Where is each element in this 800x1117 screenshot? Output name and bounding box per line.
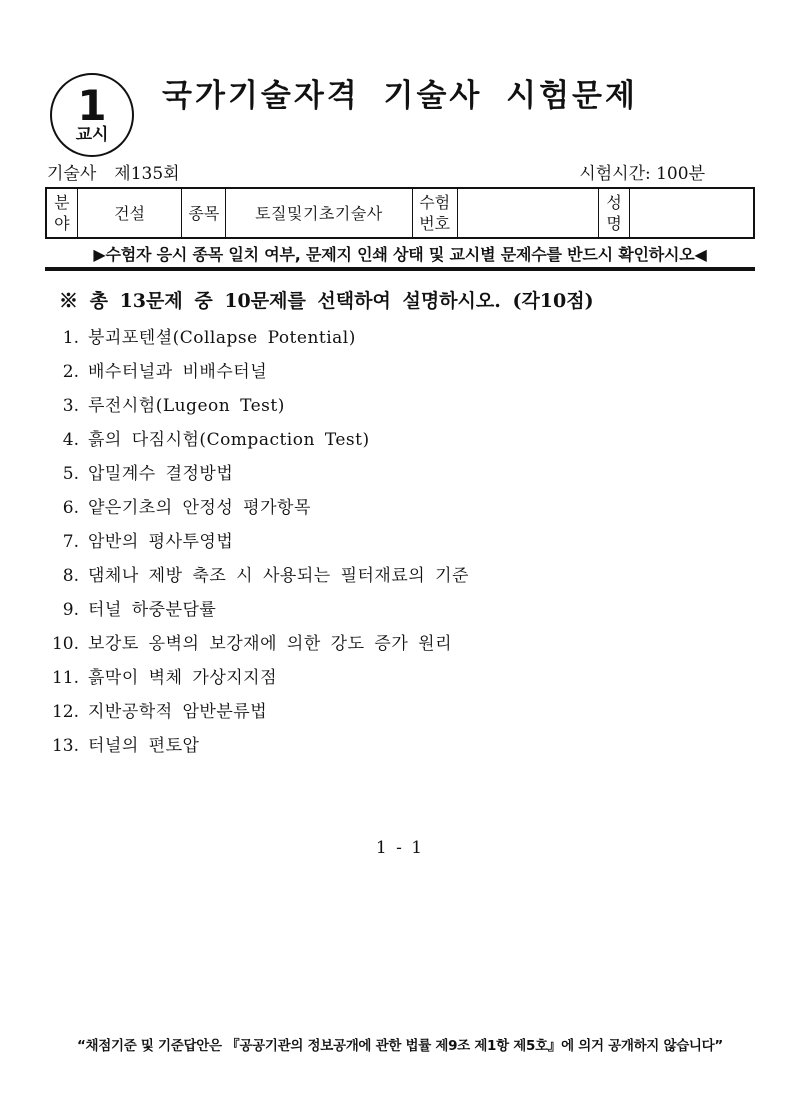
- table-row: [46, 188, 754, 238]
- question-item: [45, 423, 755, 457]
- question-number: 3.: [62, 396, 79, 417]
- question-number: 12.: [51, 702, 79, 723]
- period-badge: [50, 73, 134, 157]
- candidate-table: [45, 187, 755, 239]
- question-text: 얕은기초의 안정성 평가항목: [88, 498, 311, 519]
- exam-grade: 기술사: [47, 164, 97, 184]
- session-number: 제135회: [114, 164, 180, 184]
- exam-grade-session: [47, 164, 180, 184]
- subject-value-cell: 토질및기초기술사: [226, 188, 412, 238]
- question-item: [45, 695, 755, 729]
- name-value-cell: [629, 188, 754, 238]
- question-item: [45, 729, 755, 763]
- field-label-cell: 분야: [46, 188, 77, 238]
- question-number: 4.: [62, 430, 79, 451]
- question-text: 루전시험(Lugeon Test): [88, 396, 285, 417]
- field-value-cell: 건설: [77, 188, 182, 238]
- period-label: 교시: [75, 124, 109, 145]
- check-notice: ▶수험자 응시 종목 일치 여부, 문제지 인쇄 상태 및 교시별 문제수를 반드시 확인하시오◀: [93, 245, 707, 265]
- question-number: 5.: [62, 464, 79, 485]
- footer-notice: “채점기준 및 기준답안은 『공공기관의 정보공개에 관한 법률 제9조 제1항 제5호』에 의거 공개하지 않습니다”: [76, 1038, 723, 1054]
- question-number: 1.: [62, 328, 79, 349]
- question-item: [45, 525, 755, 559]
- question-item: [45, 355, 755, 389]
- question-item: [45, 627, 755, 661]
- question-number: 13.: [51, 736, 79, 757]
- question-item: [45, 661, 755, 695]
- exam-number-value-cell: [457, 188, 599, 238]
- name-label-cell: 성명: [599, 188, 629, 238]
- question-text: 지반공학적 암반분류법: [88, 702, 268, 723]
- question-list: [45, 321, 755, 763]
- question-text: 터널의 편토압: [88, 736, 200, 757]
- exam-number-label-cell: 수험번호: [412, 188, 457, 238]
- question-number: 11.: [51, 668, 79, 689]
- question-number: 2.: [62, 362, 79, 383]
- page-header: [45, 66, 755, 164]
- question-text: 배수터널과 비배수터널: [88, 362, 268, 383]
- question-number: 10.: [51, 634, 79, 655]
- info-bar: [45, 164, 755, 184]
- question-text: 흙막이 벽체 가상지지점: [88, 668, 278, 689]
- question-text: 흙의 다짐시험(Compaction Test): [88, 430, 370, 451]
- subject-label-cell: 종목: [182, 188, 226, 238]
- question-text: 터널 하중분담률: [88, 600, 217, 621]
- page-title: 국가기술자격 기술사 시험문제: [162, 78, 638, 114]
- question-item: [45, 389, 755, 423]
- question-item: [45, 457, 755, 491]
- question-text: 보강토 옹벽의 보강재에 의한 강도 증가 원리: [88, 634, 453, 655]
- question-item: [45, 559, 755, 593]
- question-text: 댐체나 제방 축조 시 사용되는 필터재료의 기준: [88, 566, 469, 587]
- instruction-line: ※ 총 13문제 중 10문제를 선택하여 설명하시오. (각10점): [59, 290, 594, 313]
- question-number: 9.: [62, 600, 79, 621]
- double-rule-divider: [45, 267, 755, 271]
- page-number: 1 - 1: [375, 838, 425, 858]
- question-item: [45, 491, 755, 525]
- question-item: [45, 593, 755, 627]
- question-number: 6.: [62, 498, 79, 519]
- question-text: 압밀계수 결정방법: [88, 464, 234, 485]
- period-number: 1: [77, 80, 107, 130]
- question-number: 7.: [62, 532, 79, 553]
- exam-time: 시험시간: 100분: [579, 164, 705, 184]
- question-number: 8.: [62, 566, 79, 587]
- question-text: 붕괴포텐셜(Collapse Potential): [88, 328, 356, 349]
- question-text: 암반의 평사투영법: [88, 532, 234, 553]
- question-item: [45, 321, 755, 355]
